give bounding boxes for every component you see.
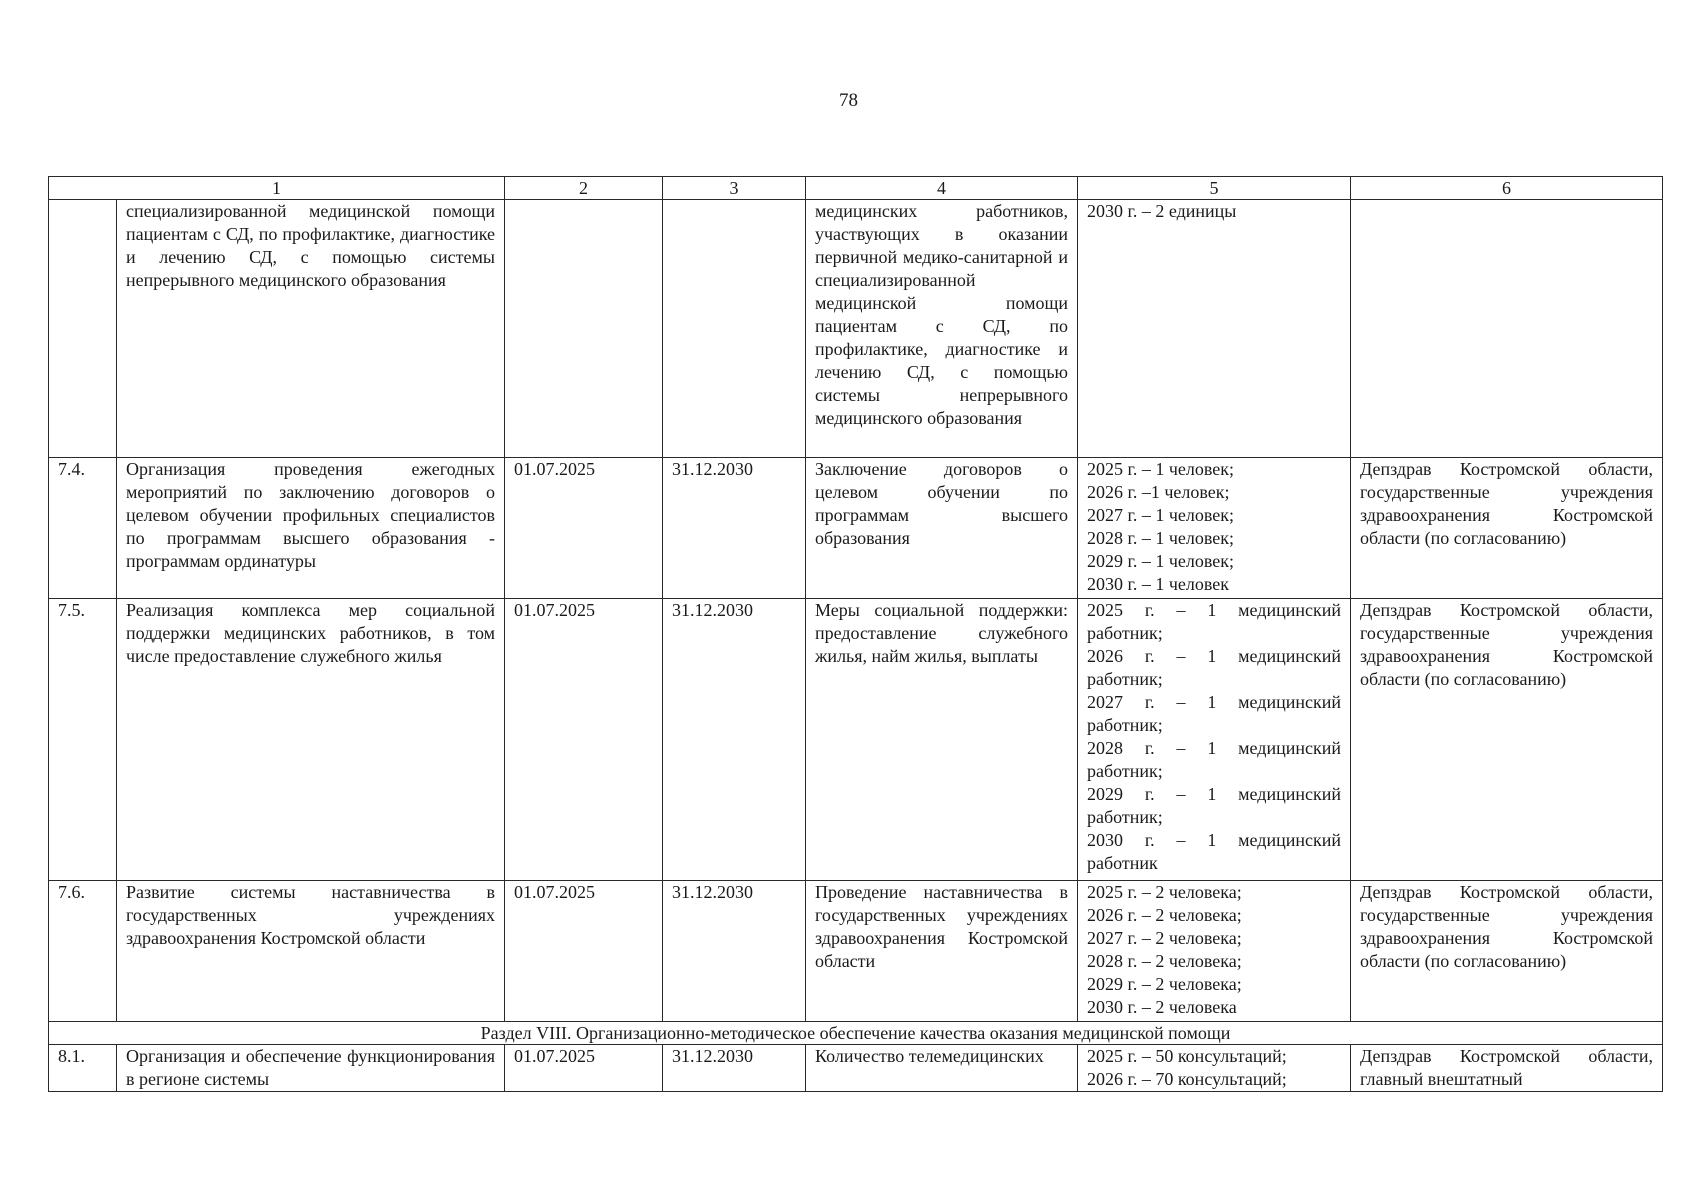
table-row — [49, 881, 1663, 1022]
target-value: 2026 г. –1 человек; — [1087, 482, 1230, 502]
expected-result: медицинских работников, участвующих в оказании первичной медико-санитарной и специализированной медицинской помощи пациентам с СД, по профилактике, диагностике и лечению СД, с помощью системы непрерывного медицинского образования — [806, 200, 1078, 458]
target-value: 2028 г. – 2 человека; — [1087, 951, 1242, 971]
column-number-header-row — [49, 177, 1663, 200]
column-header-1: 1 — [49, 177, 505, 200]
table-row — [49, 1045, 1663, 1092]
table-row — [49, 458, 1663, 599]
target-values — [1078, 881, 1351, 1022]
target-value: 2025 г. – 1 человек; — [1087, 459, 1235, 479]
target-value: 2030 г. – 1 медицинский работник — [1087, 830, 1341, 873]
target-value: 2027 г. – 1 человек; — [1087, 505, 1235, 525]
target-values — [1078, 458, 1351, 599]
section-heading-row — [49, 1022, 1663, 1045]
responsible-party — [1351, 200, 1663, 458]
responsible-party: Депздрав Костромской области, государственные учреждения здравоохранения Костромской области (по согласованию) — [1351, 881, 1663, 1022]
target-values — [1078, 599, 1351, 881]
activity-name: Реализация комплекса мер социальной поддержки медицинских работников, в том числе предоставление служебного жилья — [117, 599, 505, 881]
expected-result: Меры социальной поддержки: предоставление служебного жилья, найм жилья, выплаты — [806, 599, 1078, 881]
row-number: 7.4. — [49, 458, 117, 599]
target-value: 2029 г. – 1 медицинский работник; — [1087, 784, 1341, 827]
activity-name: Развитие системы наставничества в государственных учреждениях здравоохранения Костромской области — [117, 881, 505, 1022]
row-number: 7.6. — [49, 881, 117, 1022]
start-date — [505, 200, 663, 458]
end-date: 31.12.2030 — [663, 458, 806, 599]
table-row — [49, 200, 1663, 458]
end-date: 31.12.2030 — [663, 599, 806, 881]
table-row — [49, 599, 1663, 881]
column-header-6: 6 — [1351, 177, 1663, 200]
column-header-3: 3 — [663, 177, 806, 200]
section-title: Раздел VIII. Организационно-методическое обеспечение качества оказания медицинской помощи — [49, 1022, 1663, 1045]
responsible-party: Депздрав Костромской области, государственные учреждения здравоохранения Костромской области (по согласованию) — [1351, 599, 1663, 881]
target-value: 2025 г. – 50 консультаций; — [1087, 1046, 1287, 1066]
start-date: 01.07.2025 — [505, 1045, 663, 1092]
expected-result: Количество телемедицинских — [806, 1045, 1078, 1092]
expected-result: Проведение наставничества в государственных учреждениях здравоохранения Костромской области — [806, 881, 1078, 1022]
target-value: 2027 г. – 1 медицинский работник; — [1087, 692, 1341, 735]
start-date: 01.07.2025 — [505, 458, 663, 599]
target-values — [1078, 200, 1351, 458]
activity-name: Организация проведения ежегодных мероприятий по заключению договоров о целевом обучении профильных специалистов по программам высшего образования - программам ординатуры — [117, 458, 505, 599]
target-value: 2025 г. – 2 человека; — [1087, 882, 1242, 902]
target-value: 2030 г. – 1 человек — [1087, 574, 1230, 594]
start-date: 01.07.2025 — [505, 599, 663, 881]
target-value: 2026 г. – 2 человека; — [1087, 905, 1242, 925]
activity-name: специализированной медицинской помощи пациентам с СД, по профилактике, диагностике и лечению СД, с помощью системы непрерывного медицинского образования — [117, 200, 505, 458]
target-value: 2028 г. – 1 медицинский работник; — [1087, 738, 1341, 781]
target-value: 2025 г. – 1 медицинский работник; — [1087, 600, 1341, 643]
responsible-party: Депздрав Костромской области, государственные учреждения здравоохранения Костромской области (по согласованию) — [1351, 458, 1663, 599]
column-header-5: 5 — [1078, 177, 1351, 200]
row-number — [49, 200, 117, 458]
target-value: 2029 г. – 2 человека; — [1087, 974, 1242, 994]
end-date — [663, 200, 806, 458]
column-header-2: 2 — [505, 177, 663, 200]
end-date: 31.12.2030 — [663, 881, 806, 1022]
target-value: 2026 г. – 1 медицинский работник; — [1087, 646, 1341, 689]
target-value: 2028 г. – 1 человек; — [1087, 528, 1235, 548]
activity-name: Организация и обеспечение функционирования в регионе системы — [117, 1045, 505, 1092]
target-value: 2026 г. – 70 консультаций; — [1087, 1069, 1287, 1089]
target-value: 2029 г. – 1 человек; — [1087, 551, 1235, 571]
column-header-4: 4 — [806, 177, 1078, 200]
page-number: 78 — [839, 90, 858, 111]
row-number: 7.5. — [49, 599, 117, 881]
target-value: 2027 г. – 2 человека; — [1087, 928, 1242, 948]
row-number: 8.1. — [49, 1045, 117, 1092]
expected-result: Заключение договоров о целевом обучении по программам высшего образования — [806, 458, 1078, 599]
action-plan-table — [48, 176, 1663, 1092]
target-value: 2030 г. – 2 человека — [1087, 997, 1237, 1017]
end-date: 31.12.2030 — [663, 1045, 806, 1092]
responsible-party: Депздрав Костромской области, главный внештатный — [1351, 1045, 1663, 1092]
target-value: 2030 г. – 2 единицы — [1087, 201, 1237, 221]
target-values — [1078, 1045, 1351, 1092]
start-date: 01.07.2025 — [505, 881, 663, 1022]
